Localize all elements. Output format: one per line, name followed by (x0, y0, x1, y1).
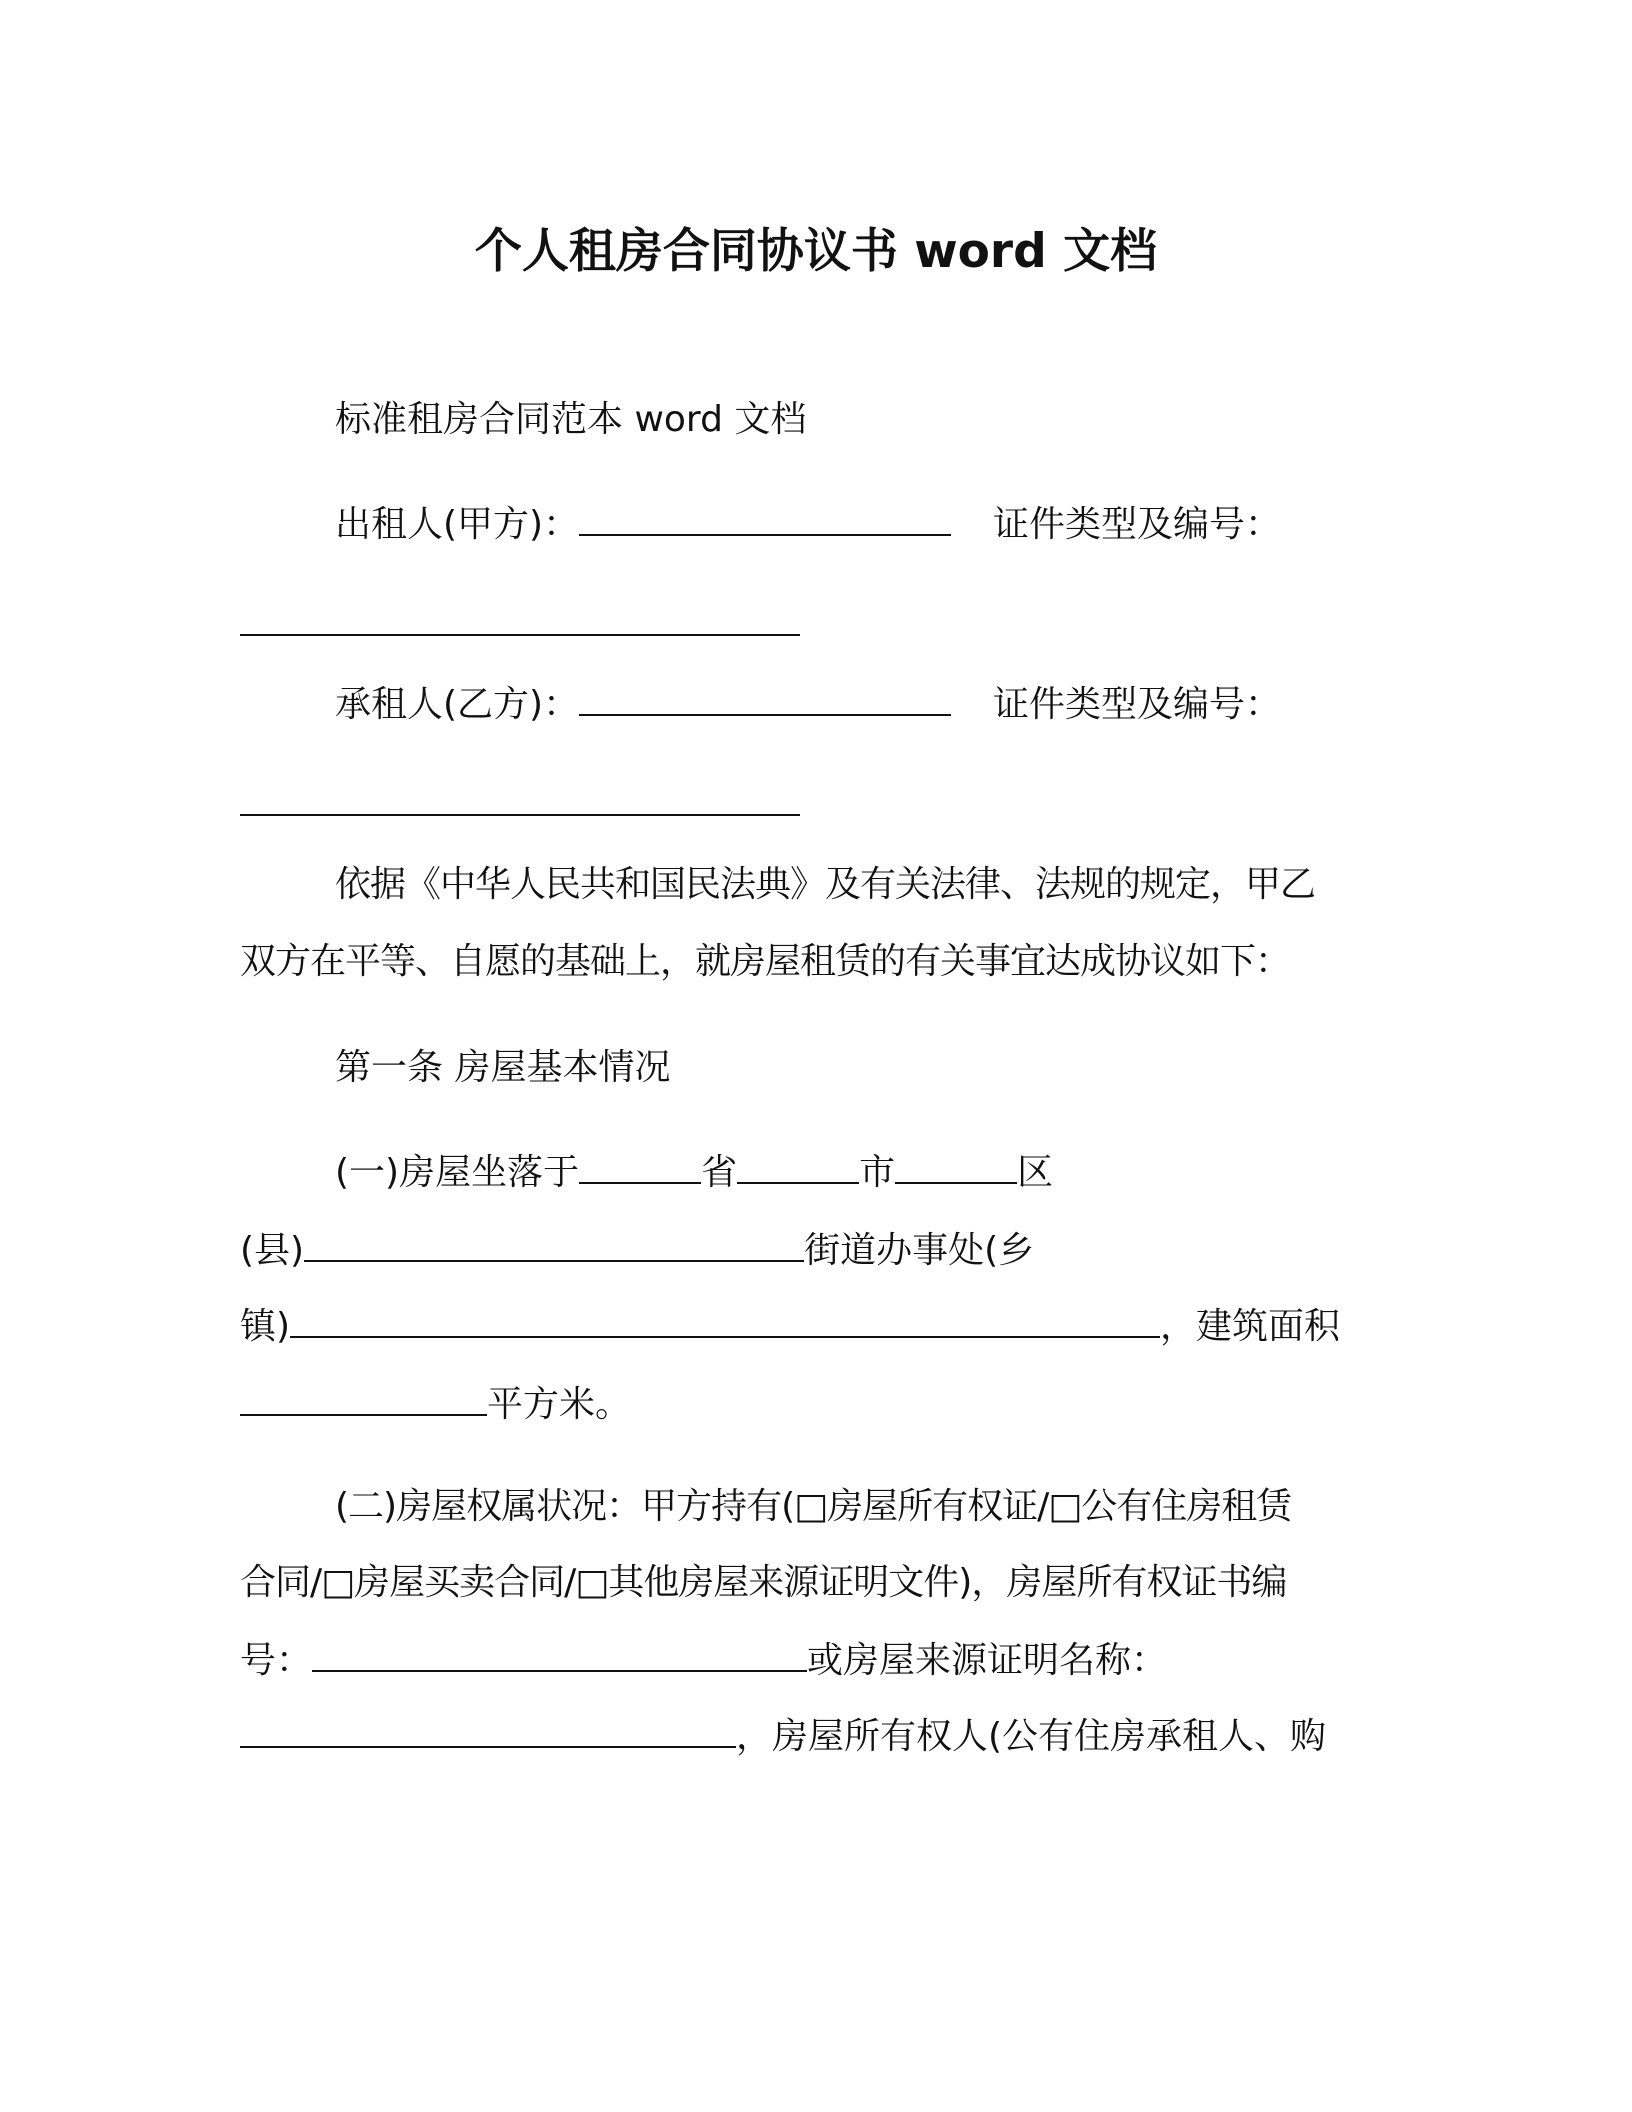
lessor-name-blank (579, 500, 951, 536)
district-label: 区 (1017, 1152, 1054, 1193)
lessee-id-line (240, 780, 1380, 830)
province-label: 省 (701, 1152, 738, 1193)
source-name-label: 或房屋来源证明名称： (807, 1640, 1168, 1681)
certificate-prefix: 号： (240, 1640, 313, 1681)
certificate-line (240, 1636, 1380, 1686)
lessor-id-label: 证件类型及编号： (993, 504, 1282, 545)
county-blank (304, 1226, 804, 1262)
county-prefix: (县) (240, 1230, 305, 1271)
town-blank (290, 1302, 1160, 1338)
area-label: ，建筑面积 (1160, 1306, 1341, 1347)
ownership-line-1: (二)房屋权属状况：甲方持有(□房屋所有权证/□公有住房租赁 (335, 1486, 1292, 1527)
area-blank (240, 1380, 487, 1416)
county-line (240, 1226, 1380, 1276)
owner-text: ，房屋所有权人(公有住房承租人、购 (736, 1716, 1327, 1757)
province-blank (579, 1148, 701, 1184)
lessor-label: 出租人(甲方)： (335, 504, 580, 545)
subtitle: 标准租房合同范本 word 文档 (335, 399, 807, 440)
lessor-id-blank (240, 600, 800, 636)
lessor-line (335, 500, 1475, 550)
owner-line (240, 1712, 1380, 1762)
street-office-label: 街道办事处(乡 (804, 1230, 1035, 1271)
lessee-name-blank (579, 680, 951, 716)
location-prefix: (一)房屋坐落于 (335, 1152, 580, 1193)
square-meter-label: 平方米。 (487, 1384, 632, 1425)
city-label: 市 (859, 1152, 896, 1193)
source-name-blank (240, 1712, 736, 1748)
lessee-id-label: 证件类型及编号： (993, 684, 1282, 725)
document-title: 个人租房合同协议书 word 文档 (474, 224, 1158, 279)
district-blank (895, 1148, 1017, 1184)
article-1-heading: 第一条 房屋基本情况 (335, 1047, 671, 1088)
lessor-id-line (240, 600, 1380, 650)
ownership-line-2: 合同/□房屋买卖合同/□其他房屋来源证明文件)，房屋所有权证书编 (240, 1562, 1287, 1603)
basis-paragraph-line-2: 双方在平等、自愿的基础上，就房屋租赁的有关事宜达成协议如下： (240, 941, 1291, 982)
lessee-label: 承租人(乙方)： (335, 684, 580, 725)
lessee-id-blank (240, 780, 800, 816)
city-blank (737, 1148, 859, 1184)
certificate-number-blank (312, 1636, 807, 1672)
town-prefix: 镇) (240, 1306, 291, 1347)
town-line (240, 1302, 1380, 1352)
basis-paragraph-line-1: 依据《中华人民共和国民法典》及有关法律、法规的规定，甲乙 (335, 864, 1316, 905)
lessee-line (335, 680, 1475, 730)
location-line (335, 1148, 1475, 1198)
area-line (240, 1380, 1380, 1430)
